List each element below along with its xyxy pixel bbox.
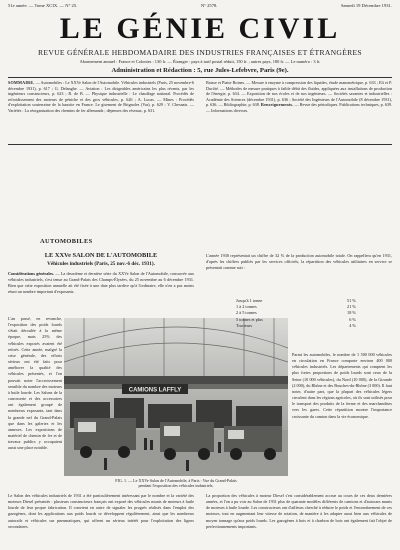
article-lead: Considérations générales. — [8, 271, 55, 276]
masthead-title: LE GÉNIE CIVIL — [59, 12, 341, 45]
article-subtitle: Véhicules industriels (Paris, 25 nov.-6 déc. 1931). — [47, 261, 155, 267]
section-title: AUTOMOBILES — [40, 238, 93, 245]
salon-photograph — [64, 318, 288, 476]
issue-number: N° 2578. — [200, 3, 218, 8]
stat-value: 51 % — [347, 298, 356, 303]
summary-left-text: — Automobiles : Le XXVe Salon de l'Automobile. Véhicules industriels (Paris, 25 novembre-6 décembre 1931), p. 617 ; G. Delanghe. — Aviation : Les dirigeables américains les plus récents, par les ingénieurs constructeurs, p. 623 ; R. de B. — Physique industrielle : Le chauffage national. Procédés de refroidissement des moteurs de péniche et des gros véhicules, p. 626 ; A. Lucas. — Mines : Procédés d'exploitation souterraine de la bauxite en France. Le gisement de Brignoles (Var), p. 629 ; V. Chesnais. — Variétés : La réorganisation des chemins de fer allemands ; dépenses des réseaux, p. 631. — [8, 80, 194, 113]
summary-right — [206, 80, 392, 142]
stat-label: Tracteurs — [236, 322, 253, 328]
figure-caption-main: FIG. 1. — Le XXVe Salon de l'Automobile, à Paris : Vue du Grand-Palais — [115, 478, 237, 483]
summary-label: SOMMAIRE. — [8, 80, 35, 85]
figure-caption — [64, 478, 288, 489]
volume-info: 51e année. — Tome XCIX. — N° 25. — [8, 3, 78, 8]
stat-row — [236, 323, 356, 329]
article-paragraph-6: La proportion des véhicules à moteur Diesel s'est considérablement accrue au cours de ces deux dernières années, et l'on a pu voir au Salon de 1931 plus de quarante modèles différents de camions et d'autocars munis de moteurs à huile lourde. Les constructeurs ont d'ailleurs cherché à réduire le poids et l'encombrement de ces moteurs, tout en augmentant leur vitesse de rotation, de manière à les adapter aussi bien aux véhicules de moyen tonnage qu'aux poids lourds. Les gazogènes à bois et à charbon de bois ont également fait l'objet de perfectionnements importants. — [206, 493, 392, 529]
summary-right-label: Renseignements. — [260, 102, 294, 108]
divider-top — [8, 77, 392, 78]
summary-left — [8, 80, 194, 142]
article-heading — [8, 252, 194, 267]
article-paragraph-1 — [8, 271, 194, 316]
stat-value: 21 % — [347, 304, 356, 310]
stat-label: 2 à 5 tonnes — [236, 310, 257, 316]
article-paragraph-2: L'an passé, en revanche, l'exposition des poids lourds s'était déroulée à la même époque, mais 25% des véhicules exposés avaient été retirés. Cette année, malgré la crise générale, des efforts sérieux ont été faits pour améliorer la qualité des véhicules présentés, et l'on pouvait noter l'accroissement sensible du nombre des moteurs à huile lourde. Les Salons de la carrosserie et des accessoires ont également groupé de nombreux exposants, tant dans la grande nef du Grand-Palais que dans les galeries et les annexes. Les expositions de matériel de chemin de fer et de travaux publics y occupaient aussi une place notable. — [8, 316, 62, 451]
stat-label: 5 tonnes et plus — [236, 316, 263, 322]
masthead-meta — [8, 3, 392, 11]
article-title: LE XXVe SALON DE L'AUTOMOBILE — [44, 252, 158, 259]
stat-label: 1 à 2 tonnes — [236, 304, 257, 310]
statistics-list — [236, 298, 356, 329]
figure-caption-sub: pendant l'exposition des véhicules industriels. — [138, 483, 214, 489]
article-paragraph-5: Parmi les automobiles, le nombre de 1 500 000 véhicules en circulation en France comporte environ 400 000 véhicules industriels. Les départements qui comptent les plus fortes proportions de poids lourds sont ceux de la Seine (10 000 véhicules), du Nord (10 000), de la Gironde (2 000), du Rhône et des Bouches-du-Rhône (3 000). Il faut noter, d'autre part, que la plupart des véhicules légers circulent dans les régions agricoles, où ils sont utilisés pour le transport des produits de la ferme et des marchandises vers les gares. Cette répartition montre l'importance croissante du camion dans la vie économique. — [292, 352, 392, 419]
summary-right-text: Baisse et Piatte Boines. — Mesure à enzyme à compression des liquides, étude manométrique, p. 633 ; Eli et P. Ducôté. — Méthodes de mesure pratiques à faible débit des fluides, appliquées aux installations de production de l'énergie, p. 634. — Exposition de nos écoles et de nos ingénieurs. — Sociétés savantes et industrielles : Académie des Sciences (décembre 1931), p. 636 ; Société des Ingénieurs de l'Automobile (8 décembre 1931), p. 636. — Bibliographie, p. 638. — [206, 80, 392, 108]
stat-value: 18 % — [347, 310, 356, 316]
article-para1-text: — La deuxième et dernière série du XXVe Salon de l'Automobile, consacrée aux véhicules industriels, s'est tenue au Grand-Palais des Champs-Élysées, du 25 novembre au 6 décembre 1931. Bien que cette exposition annuelle ait été fixée à une date plus tardive qu'à l'ordinaire, elle n'en a pas moins réuni un nombre important d'exposants. — [8, 271, 194, 295]
photo-banner-text: CAMIONS LAFFLY — [128, 387, 182, 394]
administration-line: Administration et Rédaction : 5, rue Jules-Lefebvre, Paris (9e). — [111, 67, 289, 74]
summary-right-text2: — Revue des périodiques. Publications techniques, p. 639. — Informations diverses. — [206, 102, 392, 113]
article-paragraph-4: L'année 1930 représentait un chiffre de 32 % de la production automobile totale. On rappellera qu'en 1931, d'après les chiffres publiés par les services officiels, la répartition des véhicules utilitaires en service se présentait comme suit : — [206, 253, 392, 271]
issue-date: Samedi 19 Décembre 1931. — [340, 3, 392, 8]
article-paragraph-3: Le Salon des véhicules industriels de 1931 a été particulièrement intéressant par le nombre et la variété des moteurs Diesel présentés : plusieurs constructeurs français ont exposé des véhicules munis de moteurs à huile lourde de leur propre fabrication. Il convient en outre de signaler les progrès réalisés dans l'emploi des gazogènes, dont les applications aux poids lourds se développent régulièrement, ainsi que les nombreux autorails et véhicules sur pneumatiques, qui offrent un sérieux intérêt pour l'exploitation des lignes secondaires. — [8, 493, 194, 529]
subscription-line: Abonnement annuel : France et Colonies : 130 fr. — Étranger : pays à tarif postal réduit, 150 fr. ; autres pays, 180 fr. — Le numéro : 3 fr. — [79, 59, 321, 64]
stat-value: 4 % — [349, 322, 356, 328]
stat-value: 6 % — [349, 316, 356, 322]
masthead-subtitle: REVUE GÉNÉRALE HEBDOMADAIRE DES INDUSTRIES FRANÇAISES ET ÉTRANGÈRES — [38, 48, 362, 57]
divider-summary — [8, 144, 392, 145]
photo-graphic — [64, 318, 288, 476]
stat-label: Jusqu'à 1 tonne — [236, 298, 263, 303]
